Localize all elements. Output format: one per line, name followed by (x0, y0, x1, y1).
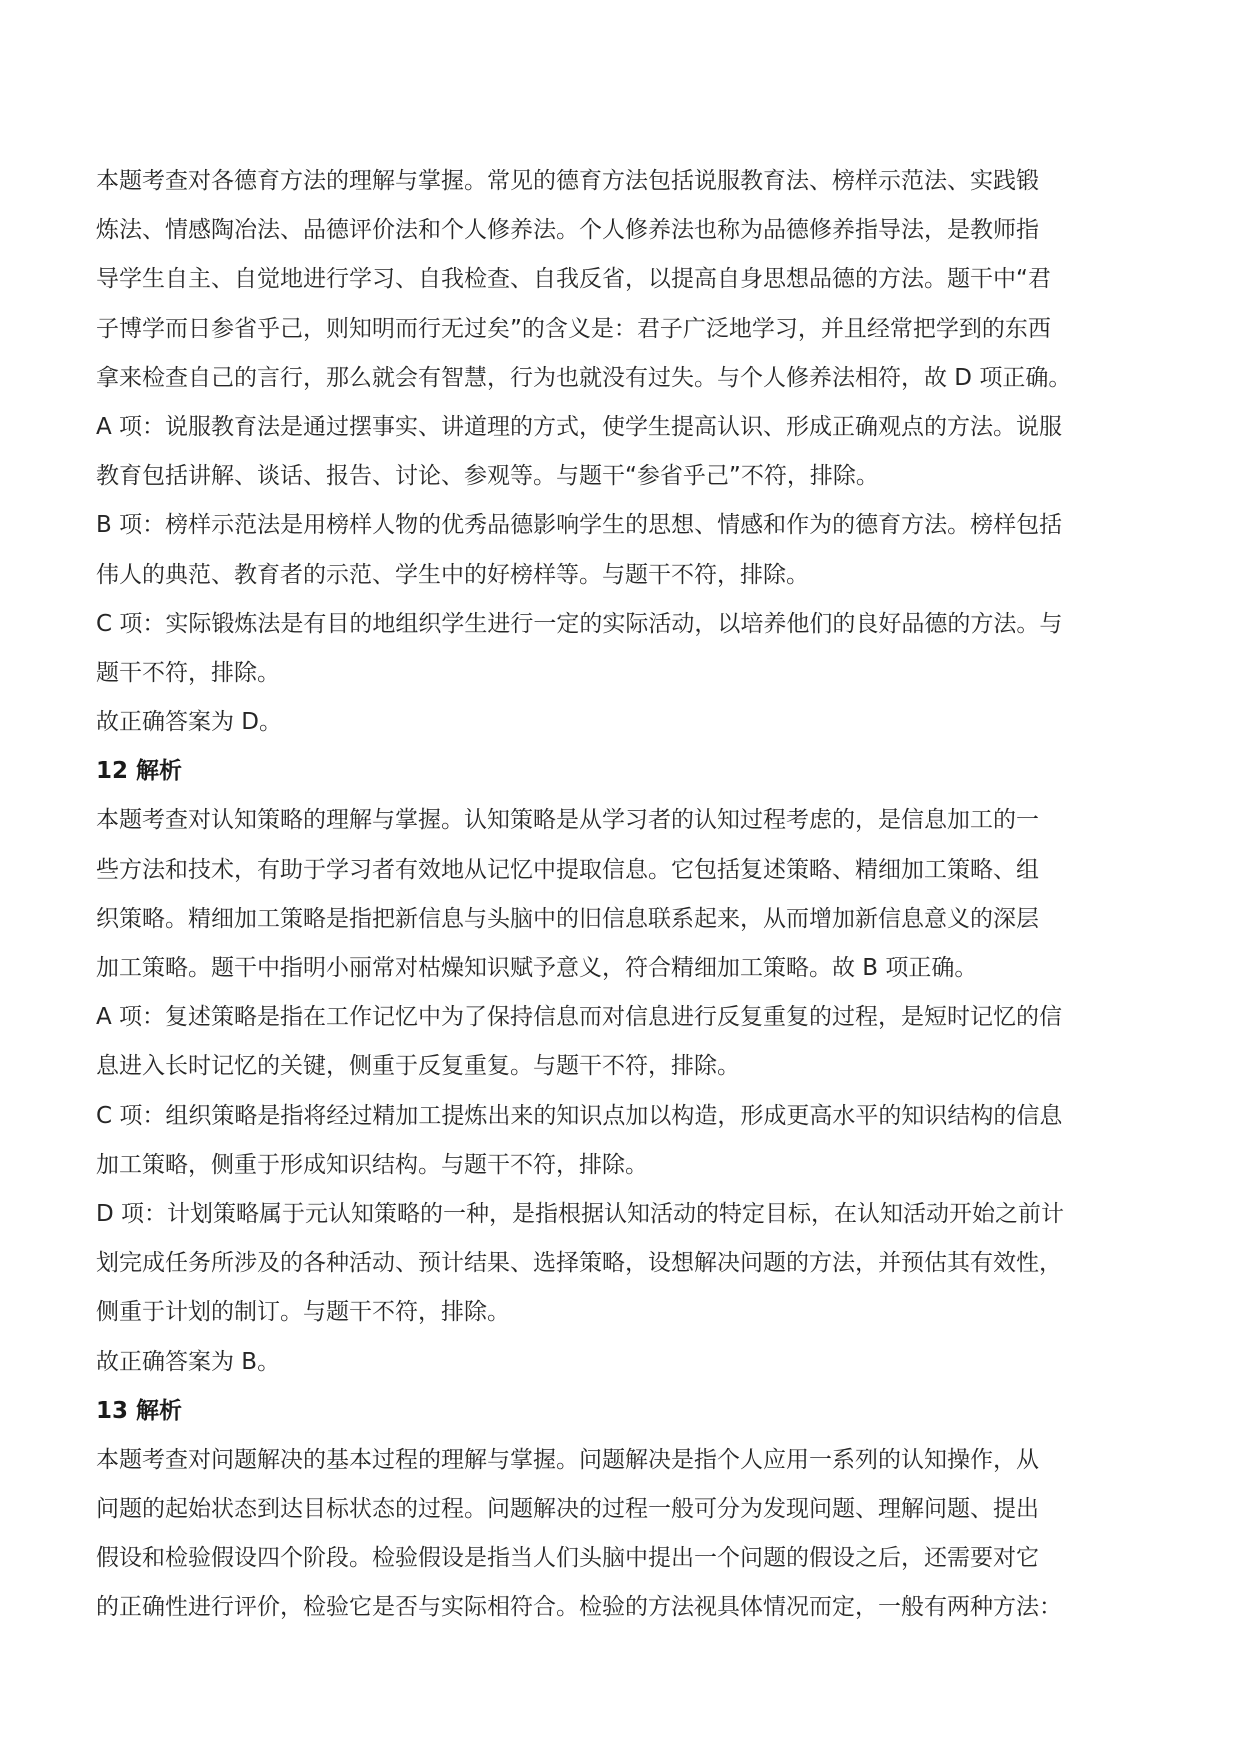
text-line: 问题的起始状态到达目标状态的过程。问题解决的过程一般可分为发现问题、理解问题、提出 (96, 1496, 1039, 1523)
text-line: 导学生自主、自觉地进行学习、自我检查、自我反省，以提高自身思想品德的方法。题干中“君 (96, 266, 1051, 293)
text-line: C 项：组织策略是指将经过精加工提炼出来的知识点加以构造，形成更高水平的知识结构的信息 (96, 1102, 1063, 1129)
text-line: 加工策略，侧重于形成知识结构。与题干不符，排除。 (96, 1151, 648, 1178)
text-line: 题干不符，排除。 (96, 659, 280, 686)
text-line: 炼法、情感陶冶法、品德评价法和个人修养法。个人修养法也称为品德修养指导法，是教师指 (96, 217, 1039, 244)
text-line: D 项：计划策略属于元认知策略的一种，是指根据认知活动的特定目标，在认知活动开始之前计 (96, 1200, 1065, 1227)
text-line: 加工策略。题干中指明小丽常对枯燥知识赋予意义，符合精细加工策略。故 B 项正确。 (96, 955, 978, 981)
text-line: 划完成任务所涉及的各种活动、预计结果、选择策略，设想解决问题的方法，并预估其有效性， (96, 1250, 1062, 1277)
text-line: 拿来检查自己的言行，那么就会有智慧，行为也就没有过失。与个人修养法相符，故 D 项正确。 (96, 364, 1072, 391)
text-line: 故正确答案为 B。 (96, 1348, 281, 1375)
text-line: C 项：实际锻炼法是有目的地组织学生进行一定的实际活动，以培养他们的良好品德的方法。与 (96, 610, 1063, 637)
text-line: 织策略。精细加工策略是指把新信息与头脑中的旧信息联系起来，从而增加新信息意义的深层 (96, 905, 1039, 932)
text-line: 子博学而日参省乎己，则知明而行无过矣”的含义是：君子广泛地学习，并且经常把学到的东西 (96, 315, 1051, 342)
text-line: 伟人的典范、教育者的示范、学生中的好榜样等。与题干不符，排除。 (96, 561, 809, 588)
text-line: 些方法和技术，有助于学习者有效地从记忆中提取信息。它包括复述策略、精细加工策略、组 (96, 856, 1039, 883)
text-line: 假设和检验假设四个阶段。检验假设是指当人们头脑中提出一个问题的假设之后，还需要对它 (96, 1545, 1039, 1572)
text-line: 的正确性进行评价，检验它是否与实际相符合。检验的方法视具体情况而定，一般有两种方法： (96, 1594, 1062, 1621)
text-line: B 项：榜样示范法是用榜样人物的优秀品德影响学生的思想、情感和作为的德育方法。榜样包括 (96, 512, 1063, 539)
text-line: A 项：复述策略是指在工作记忆中为了保持信息而对信息进行反复重复的过程，是短时记忆的信 (96, 1004, 1063, 1031)
text-line: 息进入长时记忆的关键，侧重于反复重复。与题干不符，排除。 (96, 1053, 740, 1080)
text-line: 教育包括讲解、谈话、报告、讨论、参观等。与题干“参省乎己”不符，排除。 (96, 463, 879, 490)
section-heading: 13 解析 (96, 1397, 183, 1424)
text-line: 故正确答案为 D。 (96, 709, 283, 736)
text-line: 本题考查对各德育方法的理解与掌握。常见的德育方法包括说服教育法、榜样示范法、实践锻 (96, 168, 1039, 194)
document-body (96, 157, 1152, 1633)
text-line: 本题考查对认知策略的理解与掌握。认知策略是从学习者的认知过程考虑的，是信息加工的一 (96, 807, 1039, 834)
text-line: A 项：说服教育法是通过摆事实、讲道理的方式，使学生提高认识、形成正确观点的方法。说服 (96, 413, 1063, 440)
text-line: 侧重于计划的制订。与题干不符，排除。 (96, 1299, 510, 1326)
section-heading: 12 解析 (96, 758, 183, 785)
text-line: 本题考查对问题解决的基本过程的理解与掌握。问题解决是指个人应用一系列的认知操作，从 (96, 1446, 1039, 1473)
